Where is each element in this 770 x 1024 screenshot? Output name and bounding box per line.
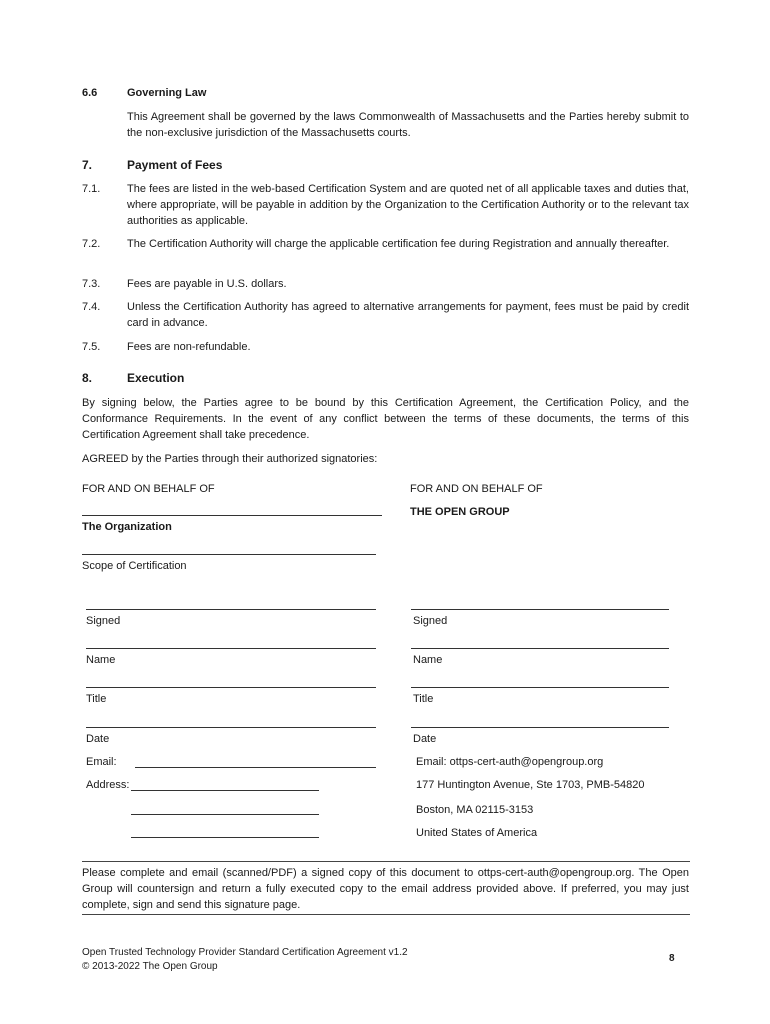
governing-law-text: This Agreement shall be governed by the laws Commonwealth of Massachusetts and the Parties hereby submit to the non-exclusive jurisdiction of the Massachusetts courts. <box>127 111 689 139</box>
left-date-label: Date <box>86 733 110 745</box>
right-date-label: Date <box>413 733 437 745</box>
left-email-label: Email: <box>86 756 117 768</box>
right-address-line-3: United States of America <box>416 827 538 839</box>
footer-copyright: © 2013-2022 The Open Group <box>82 961 218 972</box>
agreed-statement: AGREED by the Parties through their authorized signatories: <box>82 453 378 465</box>
instructions-note: Please complete and email (scanned/PDF) a signed copy of this document to ottps-cert-auth@opengroup.org. The Open Group will countersign and return a fully executed copy to the email address provided above. If preferred, you may just complete, sign and send this signature page. <box>82 867 689 911</box>
footer-document-title: Open Trusted Technology Provider Standard Certification Agreement v1.2 <box>82 947 408 958</box>
fee-item-number: 7.2. <box>82 238 101 250</box>
fee-item-text: Fees are payable in U.S. dollars. <box>127 278 287 290</box>
fee-item-text: The Certification Authority will charge the applicable certification fee during Registration and annually thereafter. <box>127 238 670 250</box>
right-title-line[interactable] <box>411 687 669 688</box>
right-date-line[interactable] <box>411 727 669 728</box>
fee-item-number: 7.1. <box>82 183 101 195</box>
right-signed-line[interactable] <box>411 609 669 610</box>
left-email-line[interactable] <box>135 767 376 768</box>
left-name-label: Name <box>86 654 116 666</box>
fee-item-number: 7.4. <box>82 301 101 313</box>
scope-line[interactable] <box>82 554 376 555</box>
fee-item-text: The fees are listed in the web-based Certification System and are quoted net of all applicable taxes and duties that, where appropriate, will be payable in addition by the Organization to the Certification Authority or to the relevant tax authorities as applicable. <box>127 183 689 227</box>
fee-item-number: 7.3. <box>82 278 101 290</box>
right-address-line-2: Boston, MA 02115-3153 <box>416 804 534 816</box>
section-7-number: 7. <box>82 158 93 172</box>
section-7-heading: Payment of Fees <box>127 158 223 172</box>
left-name-line[interactable] <box>86 648 376 649</box>
section-8-number: 8. <box>82 371 93 385</box>
left-address-label: Address: <box>86 779 130 791</box>
left-org-label: The Organization <box>82 521 172 533</box>
right-org-label: THE OPEN GROUP <box>410 506 510 518</box>
left-title-label: Title <box>86 693 107 705</box>
right-name-line[interactable] <box>411 648 669 649</box>
right-behalf-label: FOR AND ON BEHALF OF <box>410 483 543 495</box>
note-bottom-rule <box>82 914 690 915</box>
left-signed-label: Signed <box>86 615 121 627</box>
right-name-label: Name <box>413 654 443 666</box>
fee-item-text: Fees are non-refundable. <box>127 341 251 353</box>
left-behalf-label: FOR AND ON BEHALF OF <box>82 483 215 495</box>
left-date-line[interactable] <box>86 727 376 728</box>
left-signed-line[interactable] <box>86 609 376 610</box>
scope-label: Scope of Certification <box>82 560 187 572</box>
page-number: 8 <box>669 953 675 964</box>
left-address-line-1[interactable] <box>131 790 319 791</box>
right-title-label: Title <box>413 693 434 705</box>
fee-item-text: Unless the Certification Authority has agreed to alternative arrangements for payment, fees must be paid by credit card in advance. <box>127 301 689 329</box>
left-title-line[interactable] <box>86 687 376 688</box>
execution-paragraph: By signing below, the Parties agree to be bound by this Certification Agreement, the Certification Policy, and the Conformance Requirements. In the event of any conflict between the terms of these documents, the terms of this Certification Agreement shall take precedence. <box>82 397 689 441</box>
organization-name-line[interactable] <box>82 515 382 516</box>
right-signed-label: Signed <box>413 615 448 627</box>
fee-item-number: 7.5. <box>82 341 101 353</box>
right-address-line-1: 177 Huntington Avenue, Ste 1703, PMB-54820 <box>416 779 645 791</box>
right-email: Email: ottps-cert-auth@opengroup.org <box>416 756 604 768</box>
section-6-6-number: 6.6 <box>82 87 98 99</box>
left-address-line-3[interactable] <box>131 837 319 838</box>
note-top-rule <box>82 861 690 862</box>
left-address-line-2[interactable] <box>131 814 319 815</box>
section-8-heading: Execution <box>127 371 185 385</box>
section-6-6-heading: Governing Law <box>127 87 207 99</box>
